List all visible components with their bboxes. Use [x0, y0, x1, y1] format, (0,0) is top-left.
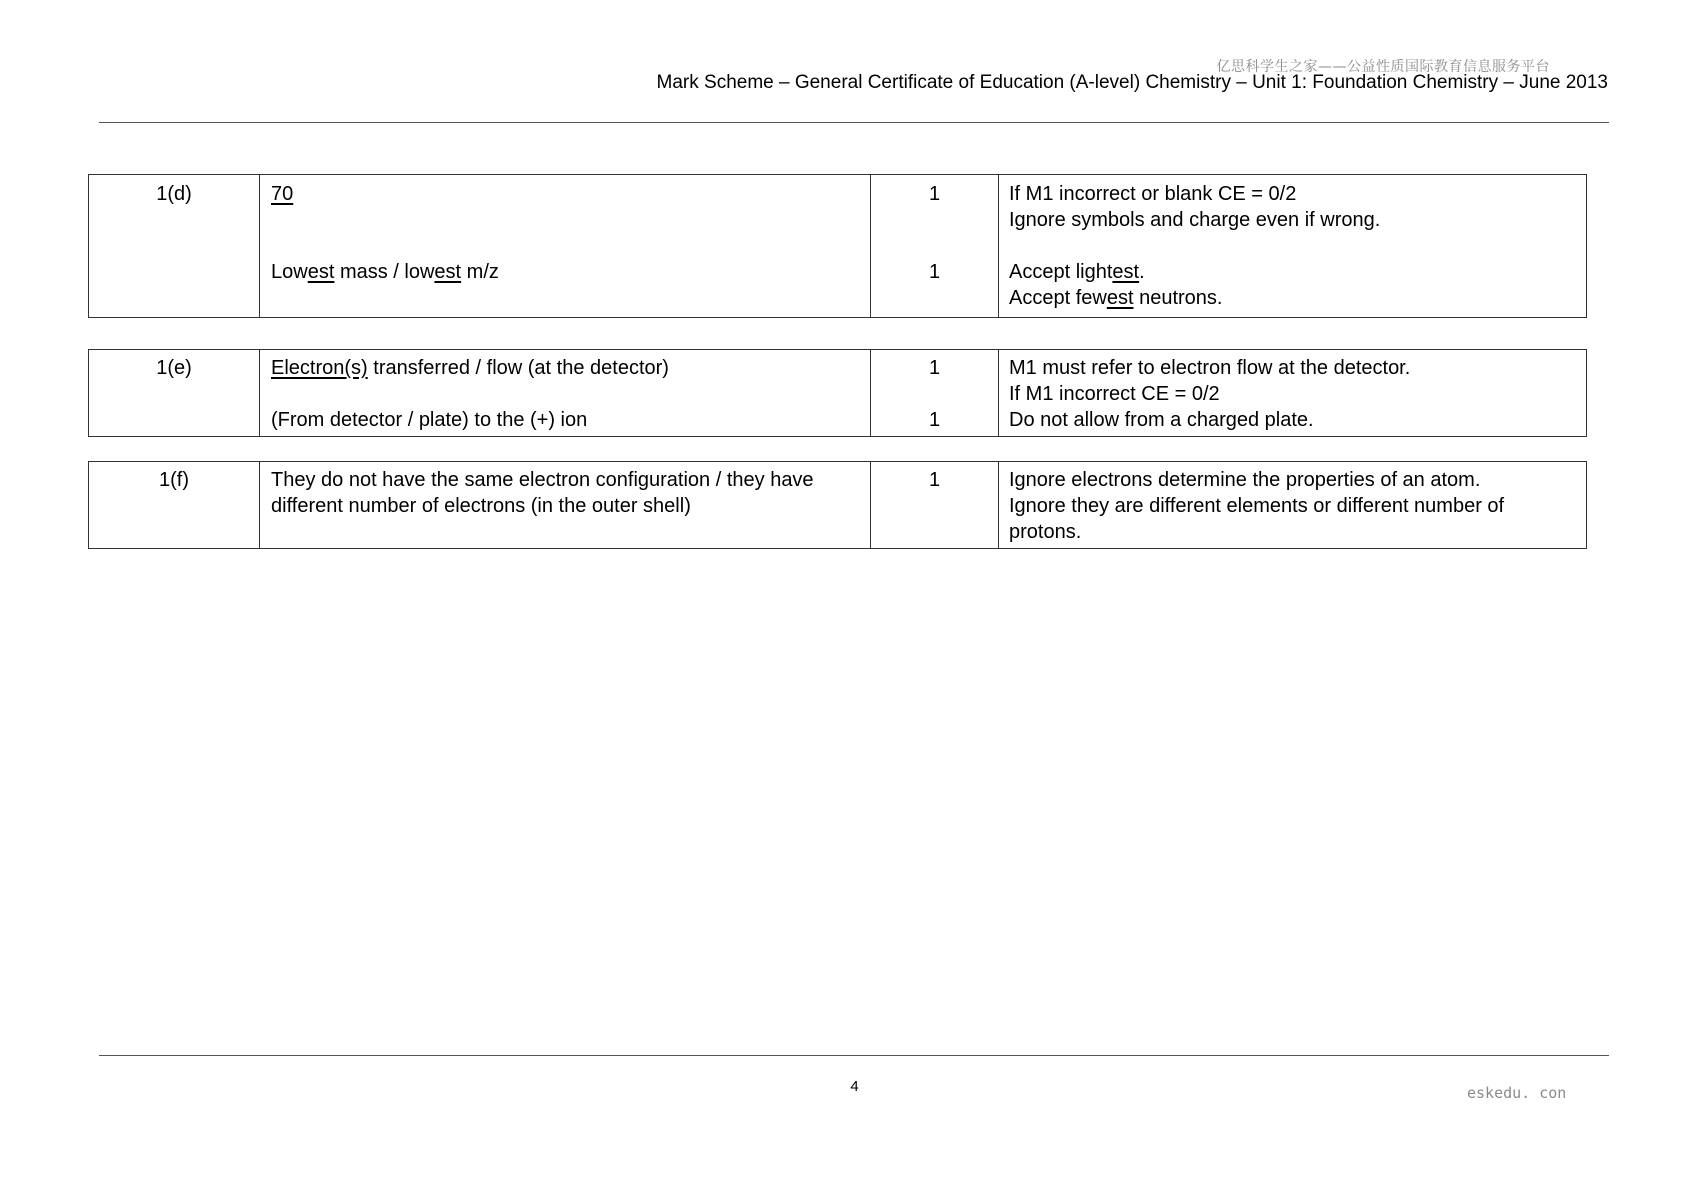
page-number: 4	[850, 1078, 859, 1095]
comment-line	[1009, 467, 1576, 493]
answer-line	[271, 233, 870, 259]
mark-scheme-row-1d	[88, 174, 1587, 318]
question-number: 1(f)	[159, 469, 189, 491]
text-segment: mass / low	[334, 261, 435, 283]
marks-cell	[871, 350, 999, 437]
underlined-text: 70	[271, 183, 294, 205]
question-number: 1(e)	[156, 357, 192, 379]
marks-line	[871, 381, 998, 407]
text-segment: Ignore they are different elements or different number of protons.	[1009, 495, 1510, 543]
comment-line	[1009, 233, 1576, 259]
marks-line: 1	[928, 469, 941, 491]
underlined-text: est	[1106, 287, 1134, 309]
answer-cell	[260, 462, 871, 549]
text-segment: neutrons.	[1133, 287, 1223, 309]
comments-cell	[999, 175, 1587, 318]
table-row	[89, 350, 1587, 437]
answer-line	[271, 407, 870, 433]
comment-line	[1009, 493, 1576, 545]
answer-cell	[260, 175, 871, 318]
comment-line	[1009, 259, 1576, 285]
text-segment: Accept light	[1009, 261, 1113, 283]
footer-divider	[99, 1055, 1609, 1056]
footer-site-text: eskedu. con	[1467, 1084, 1567, 1102]
underlined-text: Electron(s)	[271, 357, 368, 379]
marks-line: 1	[928, 183, 941, 205]
answer-line	[271, 181, 870, 207]
comment-line	[1009, 407, 1576, 433]
comment-line	[1009, 355, 1576, 381]
text-segment: If M1 incorrect CE = 0/2	[1009, 383, 1220, 405]
underlined-text: est	[1112, 261, 1140, 283]
marks-cell	[871, 462, 999, 549]
answer-line	[271, 381, 870, 407]
comments-cell	[999, 462, 1587, 549]
answer-line	[271, 259, 870, 285]
question-number-cell	[89, 350, 260, 437]
marks-line: 1	[928, 409, 941, 431]
text-segment: .	[1139, 261, 1145, 283]
header-divider	[99, 122, 1609, 123]
text-segment: Ignore symbols and charge even if wrong.	[1009, 209, 1381, 231]
question-number-cell	[89, 175, 260, 318]
answer-line	[271, 207, 870, 233]
table-row	[89, 462, 1587, 549]
text-segment: M1 must refer to electron flow at the detector.	[1009, 357, 1411, 379]
answer-line	[271, 355, 870, 381]
marks-line	[871, 207, 998, 233]
text-segment: Do not allow from a charged plate.	[1009, 409, 1314, 431]
watermark-text: 亿思科学生之家——公益性质国际教育信息服务平台	[1216, 59, 1550, 75]
comment-line	[1009, 181, 1576, 207]
comment-line	[1009, 381, 1576, 407]
comment-line	[1009, 285, 1576, 311]
text-segment: Low	[271, 261, 308, 283]
underlined-text: est	[434, 261, 462, 283]
mark-scheme-row-1e	[88, 349, 1587, 437]
marks-line	[871, 233, 998, 259]
text-segment: transferred / flow (at the detector)	[367, 357, 669, 379]
question-number-cell	[89, 462, 260, 549]
text-segment: If M1 incorrect or blank CE = 0/2	[1009, 183, 1297, 205]
text-segment: (From detector / plate) to the (+) ion	[271, 409, 588, 431]
text-segment: They do not have the same electron configuration / they have different number of electrons (in the outer shell)	[271, 469, 820, 517]
text-segment: m/z	[461, 261, 499, 283]
text-segment: Ignore electrons determine the properties of an atom.	[1009, 469, 1481, 491]
comments-cell	[999, 350, 1587, 437]
page-header-title: Mark Scheme – General Certificate of Education (A-level) Chemistry – Unit 1: Foundation Chemistry – June 2013	[656, 72, 1608, 93]
comment-line	[1009, 207, 1576, 233]
underlined-text: est	[307, 261, 335, 283]
answer-line	[271, 467, 870, 519]
marks-line: 1	[928, 261, 941, 283]
mark-scheme-row-1f	[88, 461, 1587, 549]
answer-cell	[260, 350, 871, 437]
marks-cell	[871, 175, 999, 318]
question-number: 1(d)	[156, 183, 192, 205]
marks-line: 1	[928, 357, 941, 379]
table-row	[89, 175, 1587, 318]
text-segment: Accept few	[1009, 287, 1107, 309]
